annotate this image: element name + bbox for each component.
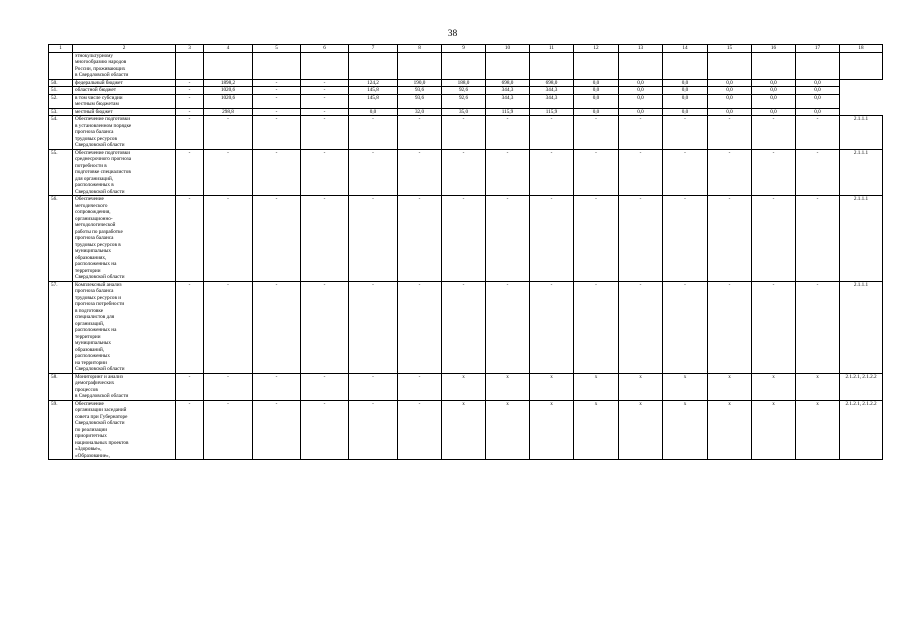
column-number-header: 3	[176, 45, 204, 53]
column-number-header: 14	[663, 45, 708, 53]
value-cell: x	[663, 373, 708, 400]
value-cell: -	[663, 116, 708, 150]
row-number: 56.	[49, 196, 73, 282]
value-cell	[574, 52, 619, 79]
target-indicator-cell	[840, 108, 883, 116]
value-cell: -	[176, 94, 204, 108]
target-indicator-cell: 2.1.1.1	[840, 196, 883, 282]
value-cell: 698,0	[486, 79, 530, 87]
value-cell: -	[574, 149, 619, 196]
value-cell: -	[301, 149, 349, 196]
value-cell: 698,0	[530, 79, 574, 87]
activity-name: местный бюджет	[73, 108, 176, 116]
value-cell: 188,0	[442, 79, 486, 87]
value-cell: x	[752, 400, 796, 460]
value-cell: -	[796, 196, 840, 282]
value-cell: -	[663, 149, 708, 196]
value-cell: -	[253, 281, 301, 373]
activity-name: Обеспечение подготовки среднесрочного прогноза потребности в подготовке специалистов для организаций, расположенных в Свердловской области	[73, 149, 176, 196]
value-cell: -	[301, 400, 349, 460]
value-cell	[752, 52, 796, 79]
value-cell: 0,0	[796, 87, 840, 95]
value-cell: x	[708, 373, 752, 400]
value-cell: 0,0	[619, 108, 663, 116]
value-cell: x	[574, 400, 619, 460]
value-cell: -	[301, 94, 349, 108]
value-cell: -	[253, 116, 301, 150]
value-cell: -	[398, 196, 442, 282]
row-number: 53.	[49, 108, 73, 116]
value-cell	[398, 52, 442, 79]
activity-name: в том числе субсидии местным бюджетам	[73, 94, 176, 108]
value-cell	[442, 52, 486, 79]
value-cell: -	[398, 400, 442, 460]
value-cell: 0,0	[663, 79, 708, 87]
value-cell: -	[176, 149, 204, 196]
value-cell: -	[301, 196, 349, 282]
table-row	[49, 400, 883, 460]
value-cell: -	[204, 373, 253, 400]
value-cell: -	[574, 116, 619, 150]
table-row	[49, 149, 883, 196]
value-cell: -	[708, 116, 752, 150]
value-cell: x	[663, 400, 708, 460]
column-number-header-row	[49, 45, 883, 53]
target-indicator-cell	[840, 52, 883, 79]
value-cell: -	[486, 149, 530, 196]
value-cell: -	[398, 281, 442, 373]
activity-name: Комплексный анализ прогноза баланса трудовых ресурсов и прогноза потребности в подготовке специалистов для организаций, расположенных на территории муниципальных образований, расположенных на территории Свердловской области	[73, 281, 176, 373]
target-indicator-cell	[840, 94, 883, 108]
column-number-header: 9	[442, 45, 486, 53]
column-number-header: 2	[73, 45, 176, 53]
value-cell	[253, 52, 301, 79]
value-cell: 0,0	[796, 79, 840, 87]
value-cell	[619, 52, 663, 79]
value-cell: -	[663, 196, 708, 282]
value-cell: -	[301, 79, 349, 87]
value-cell: 1898,2	[204, 79, 253, 87]
value-cell: -	[301, 281, 349, 373]
column-number-header: 18	[840, 45, 883, 53]
table-row	[49, 108, 883, 116]
value-cell: -	[176, 281, 204, 373]
value-cell: x	[796, 373, 840, 400]
value-cell: x	[486, 373, 530, 400]
value-cell: -	[349, 373, 398, 400]
value-cell: 0,0	[752, 108, 796, 116]
value-cell: -	[530, 149, 574, 196]
column-number-header: 1	[49, 45, 73, 53]
table-row	[49, 373, 883, 400]
value-cell: -	[530, 281, 574, 373]
value-cell: 0,0	[708, 108, 752, 116]
value-cell: -	[752, 281, 796, 373]
value-cell: 92,6	[442, 94, 486, 108]
value-cell: 35,0	[442, 108, 486, 116]
value-cell: -	[486, 196, 530, 282]
value-cell: -	[398, 116, 442, 150]
value-cell: -	[752, 116, 796, 150]
value-cell: 145,8	[349, 87, 398, 95]
value-cell: x	[708, 400, 752, 460]
value-cell: -	[574, 281, 619, 373]
value-cell: -	[796, 281, 840, 373]
value-cell	[349, 52, 398, 79]
table-row	[49, 94, 883, 108]
value-cell: -	[486, 281, 530, 373]
column-number-header: 17	[796, 45, 840, 53]
value-cell: -	[486, 116, 530, 150]
value-cell: -	[253, 149, 301, 196]
value-cell: -	[176, 108, 204, 116]
activity-name: областной бюджет	[73, 87, 176, 95]
value-cell: 0,0	[796, 94, 840, 108]
value-cell	[486, 52, 530, 79]
value-cell: -	[663, 281, 708, 373]
value-cell: 0,0	[619, 79, 663, 87]
value-cell	[176, 52, 204, 79]
value-cell: -	[204, 400, 253, 460]
value-cell: 0,0	[752, 79, 796, 87]
value-cell: x	[752, 373, 796, 400]
value-cell: 0,0	[708, 94, 752, 108]
value-cell: -	[301, 373, 349, 400]
value-cell: 93,6	[398, 87, 442, 95]
value-cell: x	[486, 400, 530, 460]
value-cell: -	[530, 196, 574, 282]
column-number-header: 4	[204, 45, 253, 53]
row-number: 51.	[49, 87, 73, 95]
value-cell: -	[176, 87, 204, 95]
activity-name: Мониторинг и анализ демографических процессов в Свердловской области	[73, 373, 176, 400]
value-cell: x	[530, 400, 574, 460]
target-indicator-cell: 2.1.2.1, 2.1.2.2	[840, 400, 883, 460]
value-cell: -	[619, 281, 663, 373]
value-cell: -	[253, 400, 301, 460]
value-cell	[204, 52, 253, 79]
column-number-header: 5	[253, 45, 301, 53]
value-cell: -	[398, 373, 442, 400]
table-row	[49, 116, 883, 150]
row-number: 59.	[49, 400, 73, 460]
value-cell: 0,0	[752, 87, 796, 95]
value-cell: -	[204, 116, 253, 150]
value-cell: -	[301, 116, 349, 150]
value-cell: 0,0	[574, 79, 619, 87]
value-cell: -	[442, 281, 486, 373]
column-number-header: 7	[349, 45, 398, 53]
value-cell: -	[349, 281, 398, 373]
table-row	[49, 281, 883, 373]
value-cell: 344,3	[486, 94, 530, 108]
value-cell: -	[349, 196, 398, 282]
activity-name: Обеспечение методического сопровождения, организационно- методологической работы по разработке прогноза баланса трудовых ресурсов в муниципальных образованиях, расположенных на территории Свердловской области	[73, 196, 176, 282]
column-number-header: 15	[708, 45, 752, 53]
value-cell: 32,0	[398, 108, 442, 116]
value-cell: -	[619, 149, 663, 196]
value-cell: 92,6	[442, 87, 486, 95]
value-cell	[708, 52, 752, 79]
value-cell: 344,3	[530, 87, 574, 95]
value-cell: -	[204, 149, 253, 196]
value-cell	[663, 52, 708, 79]
value-cell: x	[574, 373, 619, 400]
page-number: 38	[447, 29, 458, 39]
value-cell: -	[574, 196, 619, 282]
value-cell: 1020,6	[204, 87, 253, 95]
table-row	[49, 87, 883, 95]
target-indicator-cell: 2.1.1.1	[840, 149, 883, 196]
column-number-header: 13	[619, 45, 663, 53]
value-cell: -	[176, 79, 204, 87]
value-cell: x	[796, 400, 840, 460]
value-cell: 0,0	[574, 108, 619, 116]
row-number: 57.	[49, 281, 73, 373]
value-cell: -	[442, 196, 486, 282]
value-cell: -	[708, 196, 752, 282]
activity-name: этнокультурному многообразию народов России, проживающих в Свердловской области	[73, 52, 176, 79]
value-cell: -	[619, 196, 663, 282]
value-cell: -	[708, 149, 752, 196]
value-cell: -	[442, 116, 486, 150]
value-cell: -	[349, 116, 398, 150]
column-number-header: 6	[301, 45, 349, 53]
value-cell: -	[204, 196, 253, 282]
value-cell	[796, 52, 840, 79]
value-cell: -	[176, 116, 204, 150]
column-number-header: 11	[530, 45, 574, 53]
row-number: 54.	[49, 116, 73, 150]
value-cell: 115,9	[530, 108, 574, 116]
value-cell: -	[253, 108, 301, 116]
value-cell: 0,0	[619, 87, 663, 95]
target-indicator-cell: 2.1.2.1, 2.1.2.2	[840, 373, 883, 400]
activity-name: Обеспечение подготовки в установленном порядке прогноза баланса трудовых ресурсов Свердловской области	[73, 116, 176, 150]
value-cell: -	[796, 116, 840, 150]
value-cell: x	[442, 373, 486, 400]
value-cell: 344,3	[486, 87, 530, 95]
value-cell	[301, 52, 349, 79]
value-cell: -	[301, 87, 349, 95]
target-indicator-cell: 2.1.1.1	[840, 116, 883, 150]
program-activities-table	[48, 44, 883, 460]
value-cell: 0,0	[619, 94, 663, 108]
value-cell: -	[176, 373, 204, 400]
row-number: 50.	[49, 79, 73, 87]
table-row	[49, 196, 883, 282]
value-cell: -	[176, 196, 204, 282]
column-number-header: 8	[398, 45, 442, 53]
row-number: 58.	[49, 373, 73, 400]
target-indicator-cell	[840, 87, 883, 95]
value-cell: -	[204, 281, 253, 373]
value-cell: 0,0	[663, 94, 708, 108]
value-cell: 0,0	[663, 87, 708, 95]
value-cell: x	[442, 400, 486, 460]
value-cell: x	[619, 373, 663, 400]
value-cell	[530, 52, 574, 79]
value-cell: -	[253, 94, 301, 108]
value-cell: -	[301, 108, 349, 116]
column-number-header: 10	[486, 45, 530, 53]
value-cell: x	[619, 400, 663, 460]
value-cell: 1020,6	[204, 94, 253, 108]
row-number: 52.	[49, 94, 73, 108]
value-cell: 190,0	[398, 79, 442, 87]
value-cell: -	[349, 400, 398, 460]
row-number	[49, 52, 73, 79]
value-cell: x	[530, 373, 574, 400]
value-cell: -	[796, 149, 840, 196]
column-number-header: 16	[752, 45, 796, 53]
value-cell: -	[752, 196, 796, 282]
value-cell: 115,9	[486, 108, 530, 116]
value-cell: 0,0	[574, 94, 619, 108]
value-cell: -	[253, 87, 301, 95]
value-cell: -	[530, 116, 574, 150]
value-cell: 124,2	[349, 79, 398, 87]
value-cell: -	[253, 373, 301, 400]
value-cell: 0,0	[663, 108, 708, 116]
value-cell: 344,3	[530, 94, 574, 108]
value-cell: -	[752, 149, 796, 196]
activity-name: Обеспечение организации заседаний совета при Губернаторе Свердловской области по реализации приоритетных национальных проектов «Здоровье», «Образование»,	[73, 400, 176, 460]
value-cell: -	[619, 116, 663, 150]
row-number: 55.	[49, 149, 73, 196]
value-cell: 0,0	[574, 87, 619, 95]
value-cell: 0,0	[752, 94, 796, 108]
value-cell: -	[708, 281, 752, 373]
value-cell: 0,0	[708, 87, 752, 95]
table-row	[49, 52, 883, 79]
activity-name: федеральный бюджет	[73, 79, 176, 87]
value-cell: -	[253, 196, 301, 282]
target-indicator-cell: 2.1.1.1	[840, 281, 883, 373]
value-cell: 0,0	[796, 108, 840, 116]
value-cell: -	[398, 149, 442, 196]
value-cell: 0,0	[349, 108, 398, 116]
table-row	[49, 79, 883, 87]
value-cell: 145,8	[349, 94, 398, 108]
value-cell: -	[349, 149, 398, 196]
value-cell: -	[176, 400, 204, 460]
value-cell: 0,0	[708, 79, 752, 87]
value-cell: -	[442, 149, 486, 196]
value-cell: 298,8	[204, 108, 253, 116]
column-number-header: 12	[574, 45, 619, 53]
value-cell: 93,6	[398, 94, 442, 108]
value-cell: -	[253, 79, 301, 87]
target-indicator-cell	[840, 79, 883, 87]
